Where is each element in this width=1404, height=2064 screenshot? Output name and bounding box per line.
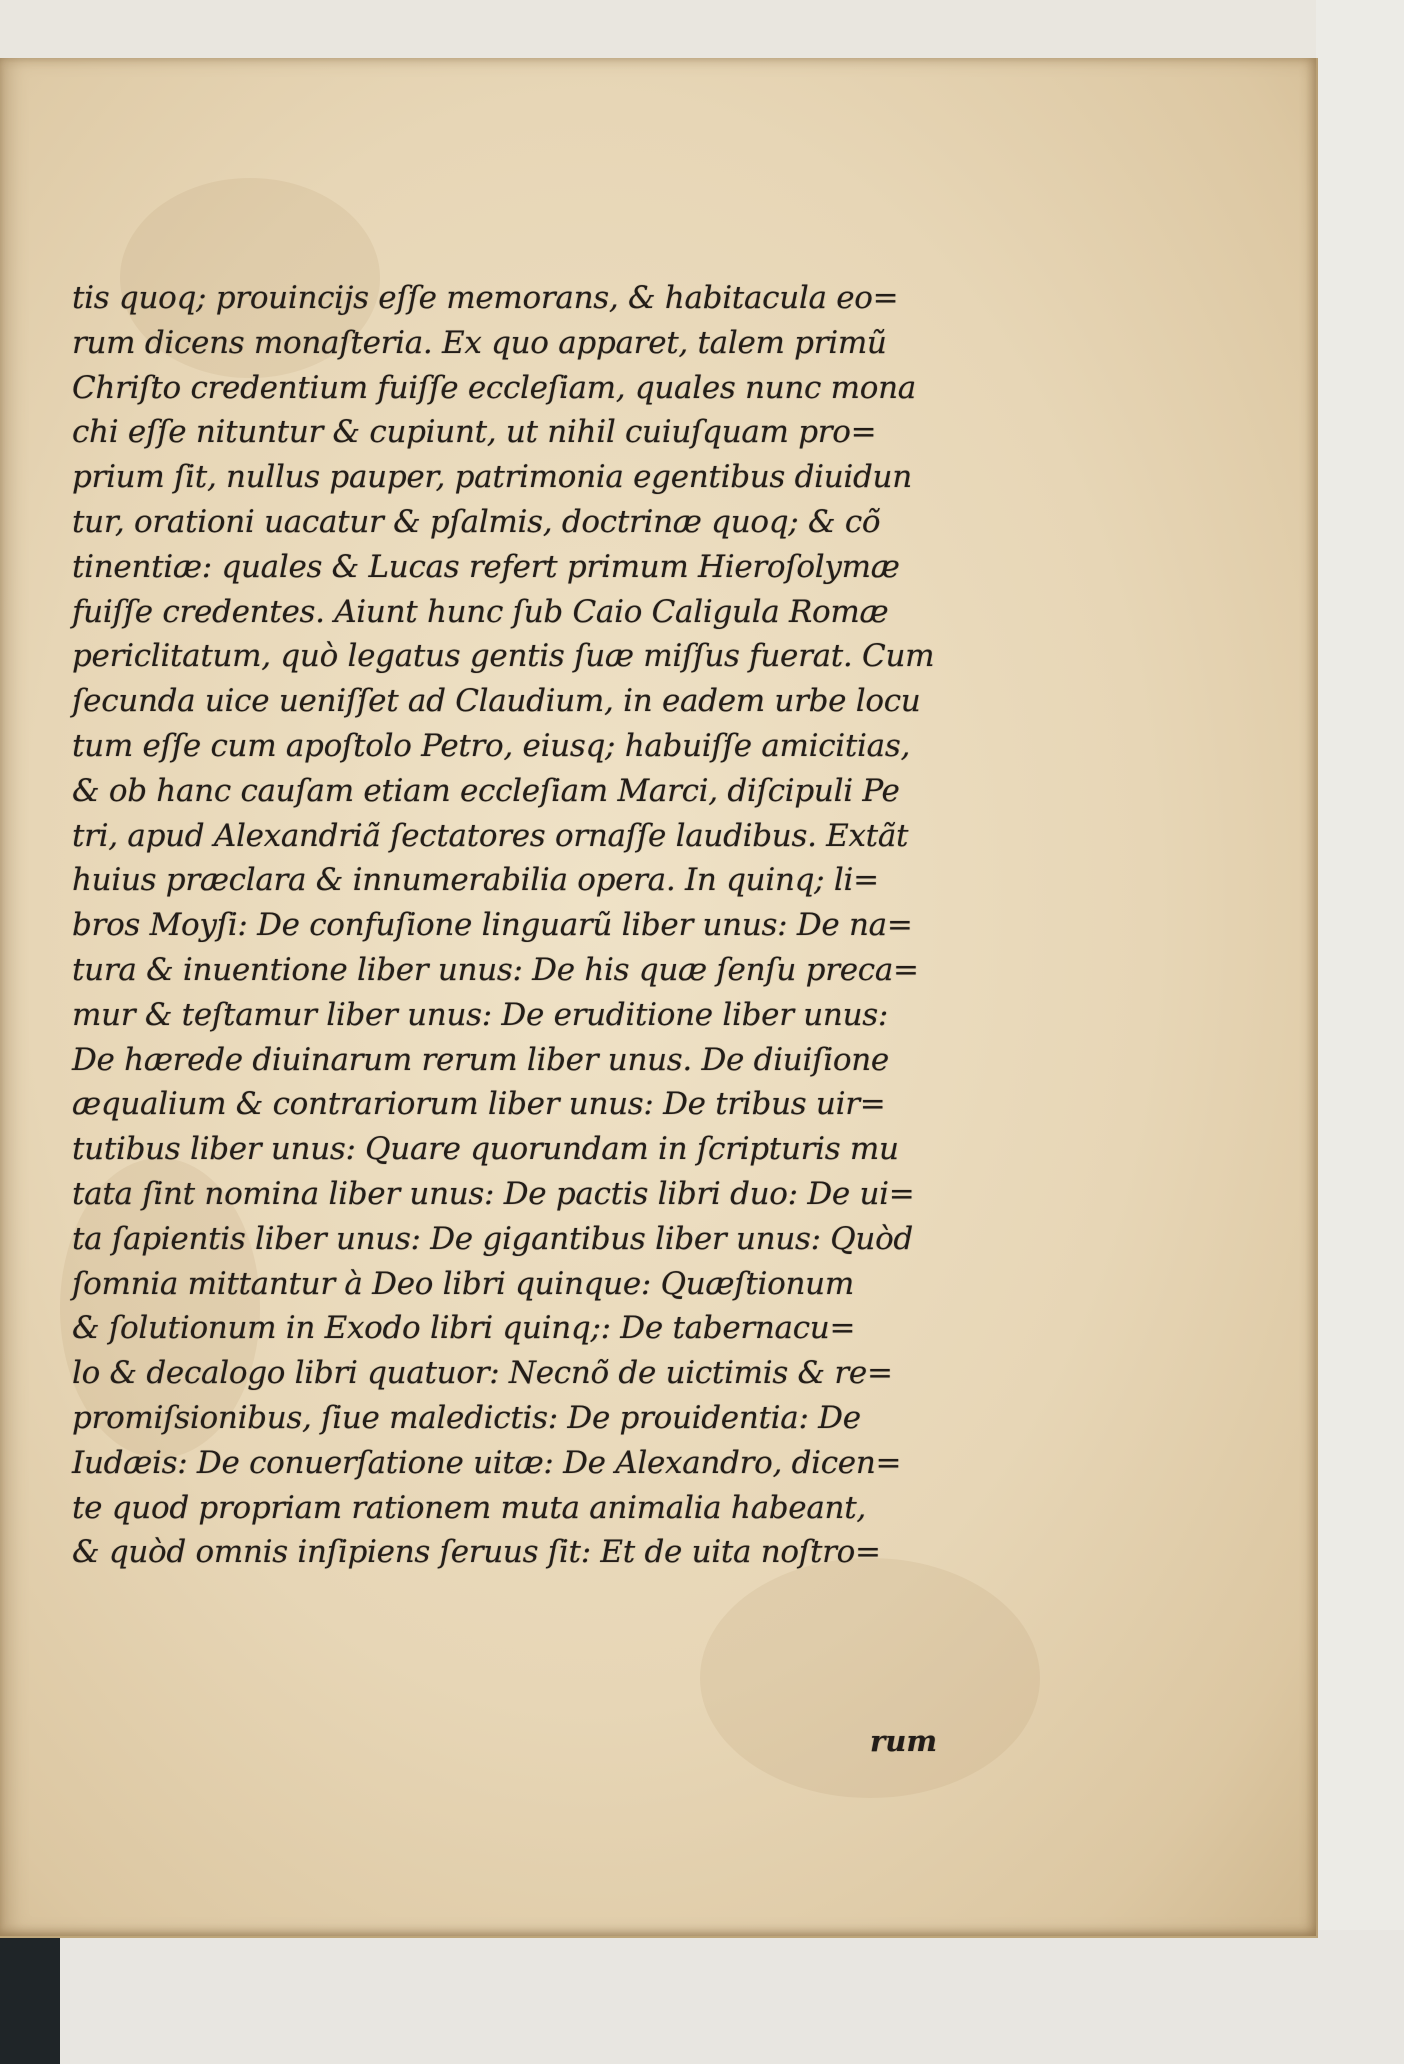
text-line: tata ſint nomina liber unus: De pactis libri duo: De ui=: [72, 1175, 915, 1212]
catchword: rum: [870, 1724, 938, 1758]
text-line: periclitatum, quò legatus gentis ſuæ miſſus fuerat. Cum: [72, 638, 935, 675]
text-line: tum eſſe cum apoſtolo Petro, eiusq; habuiſſe amicitias,: [72, 727, 910, 764]
scanner-right-margin: [1316, 0, 1404, 2064]
text-line: ſomnia mittantur à Deo libri quinque: Quæſtionum: [72, 1265, 854, 1302]
paper-stain: [700, 1558, 1040, 1798]
text-line: tur, orationi uacatur & pſalmis, doctrinæ quoq; & cõ: [72, 503, 881, 540]
text-line: rum dicens monaſteria. Ex quo apparet, talem primũ: [72, 324, 887, 361]
text-line: tri, apud Alexandriã ſectatores ornaſſe laudibus. Extãt: [72, 817, 909, 854]
text-line: tinentiæ: quales & Lucas refert primum Hieroſolymæ: [72, 548, 900, 585]
text-line: & quòd omnis inſipiens ſeruus ſit: Et de uita noſtro=: [72, 1534, 881, 1571]
text-line: fuiſſe credentes. Aiunt hunc ſub Caio Caligula Romæ: [72, 593, 889, 630]
text-line: ta ſapientis liber unus: De gigantibus liber unus: Quòd: [72, 1220, 913, 1257]
text-line: ſecunda uice ueniſſet ad Claudium, in eadem urbe locu: [72, 683, 921, 720]
text-line: promiſsionibus, ſiue maledictis: De prouidentia: De: [72, 1399, 861, 1436]
text-line: huius præclara & innumerabilia opera. In quinq; li=: [72, 862, 879, 899]
text-line: bros Moyſi: De confuſione linguarũ liber unus: De na=: [72, 907, 913, 944]
text-line: Chriſto credentium fuiſſe eccleſiam, quales nunc mona: [72, 369, 916, 406]
page-text: [72, 276, 1002, 1575]
text-line: & ob hanc cauſam etiam eccleſiam Marci, diſcipuli Pe: [72, 772, 900, 809]
text-line: mur & teſtamur liber unus: De eruditione liber unus:: [72, 996, 889, 1033]
text-line: Iudæis: De conuerſatione uitæ: De Alexandro, dicen=: [72, 1444, 902, 1481]
text-line: De hærede diuinarum rerum liber unus. De diuiſione: [72, 1041, 889, 1078]
text-line: lo & decalogo libri quatuor: Necnõ de uictimis & re=: [72, 1355, 893, 1392]
text-line: & ſolutionum in Exodo libri quinq;: De tabernacu=: [72, 1310, 856, 1347]
book-page: [0, 58, 1318, 1938]
text-line: chi eſſe nituntur & cupiunt, ut nihil cuiuſquam pro=: [72, 414, 877, 451]
text-line: tura & inuentione liber unus: De his quæ ſenſu preca=: [72, 951, 919, 988]
text-line: tis quoq; prouincijs eſſe memorans, & habitacula eo=: [72, 280, 899, 316]
text-line: prium ſit, nullus pauper, patrimonia egentibus diuidun: [72, 459, 912, 496]
text-line: æqualium & contrariorum liber unus: De tribus uir=: [72, 1086, 886, 1123]
scanner-top-margin: [0, 0, 1404, 62]
text-line: te quod propriam rationem muta animalia habeant,: [72, 1489, 866, 1526]
scanner-bottom-margin: [0, 1930, 1404, 2064]
text-line: tutibus liber unus: Quare quorundam in ſcripturis mu: [72, 1131, 899, 1168]
